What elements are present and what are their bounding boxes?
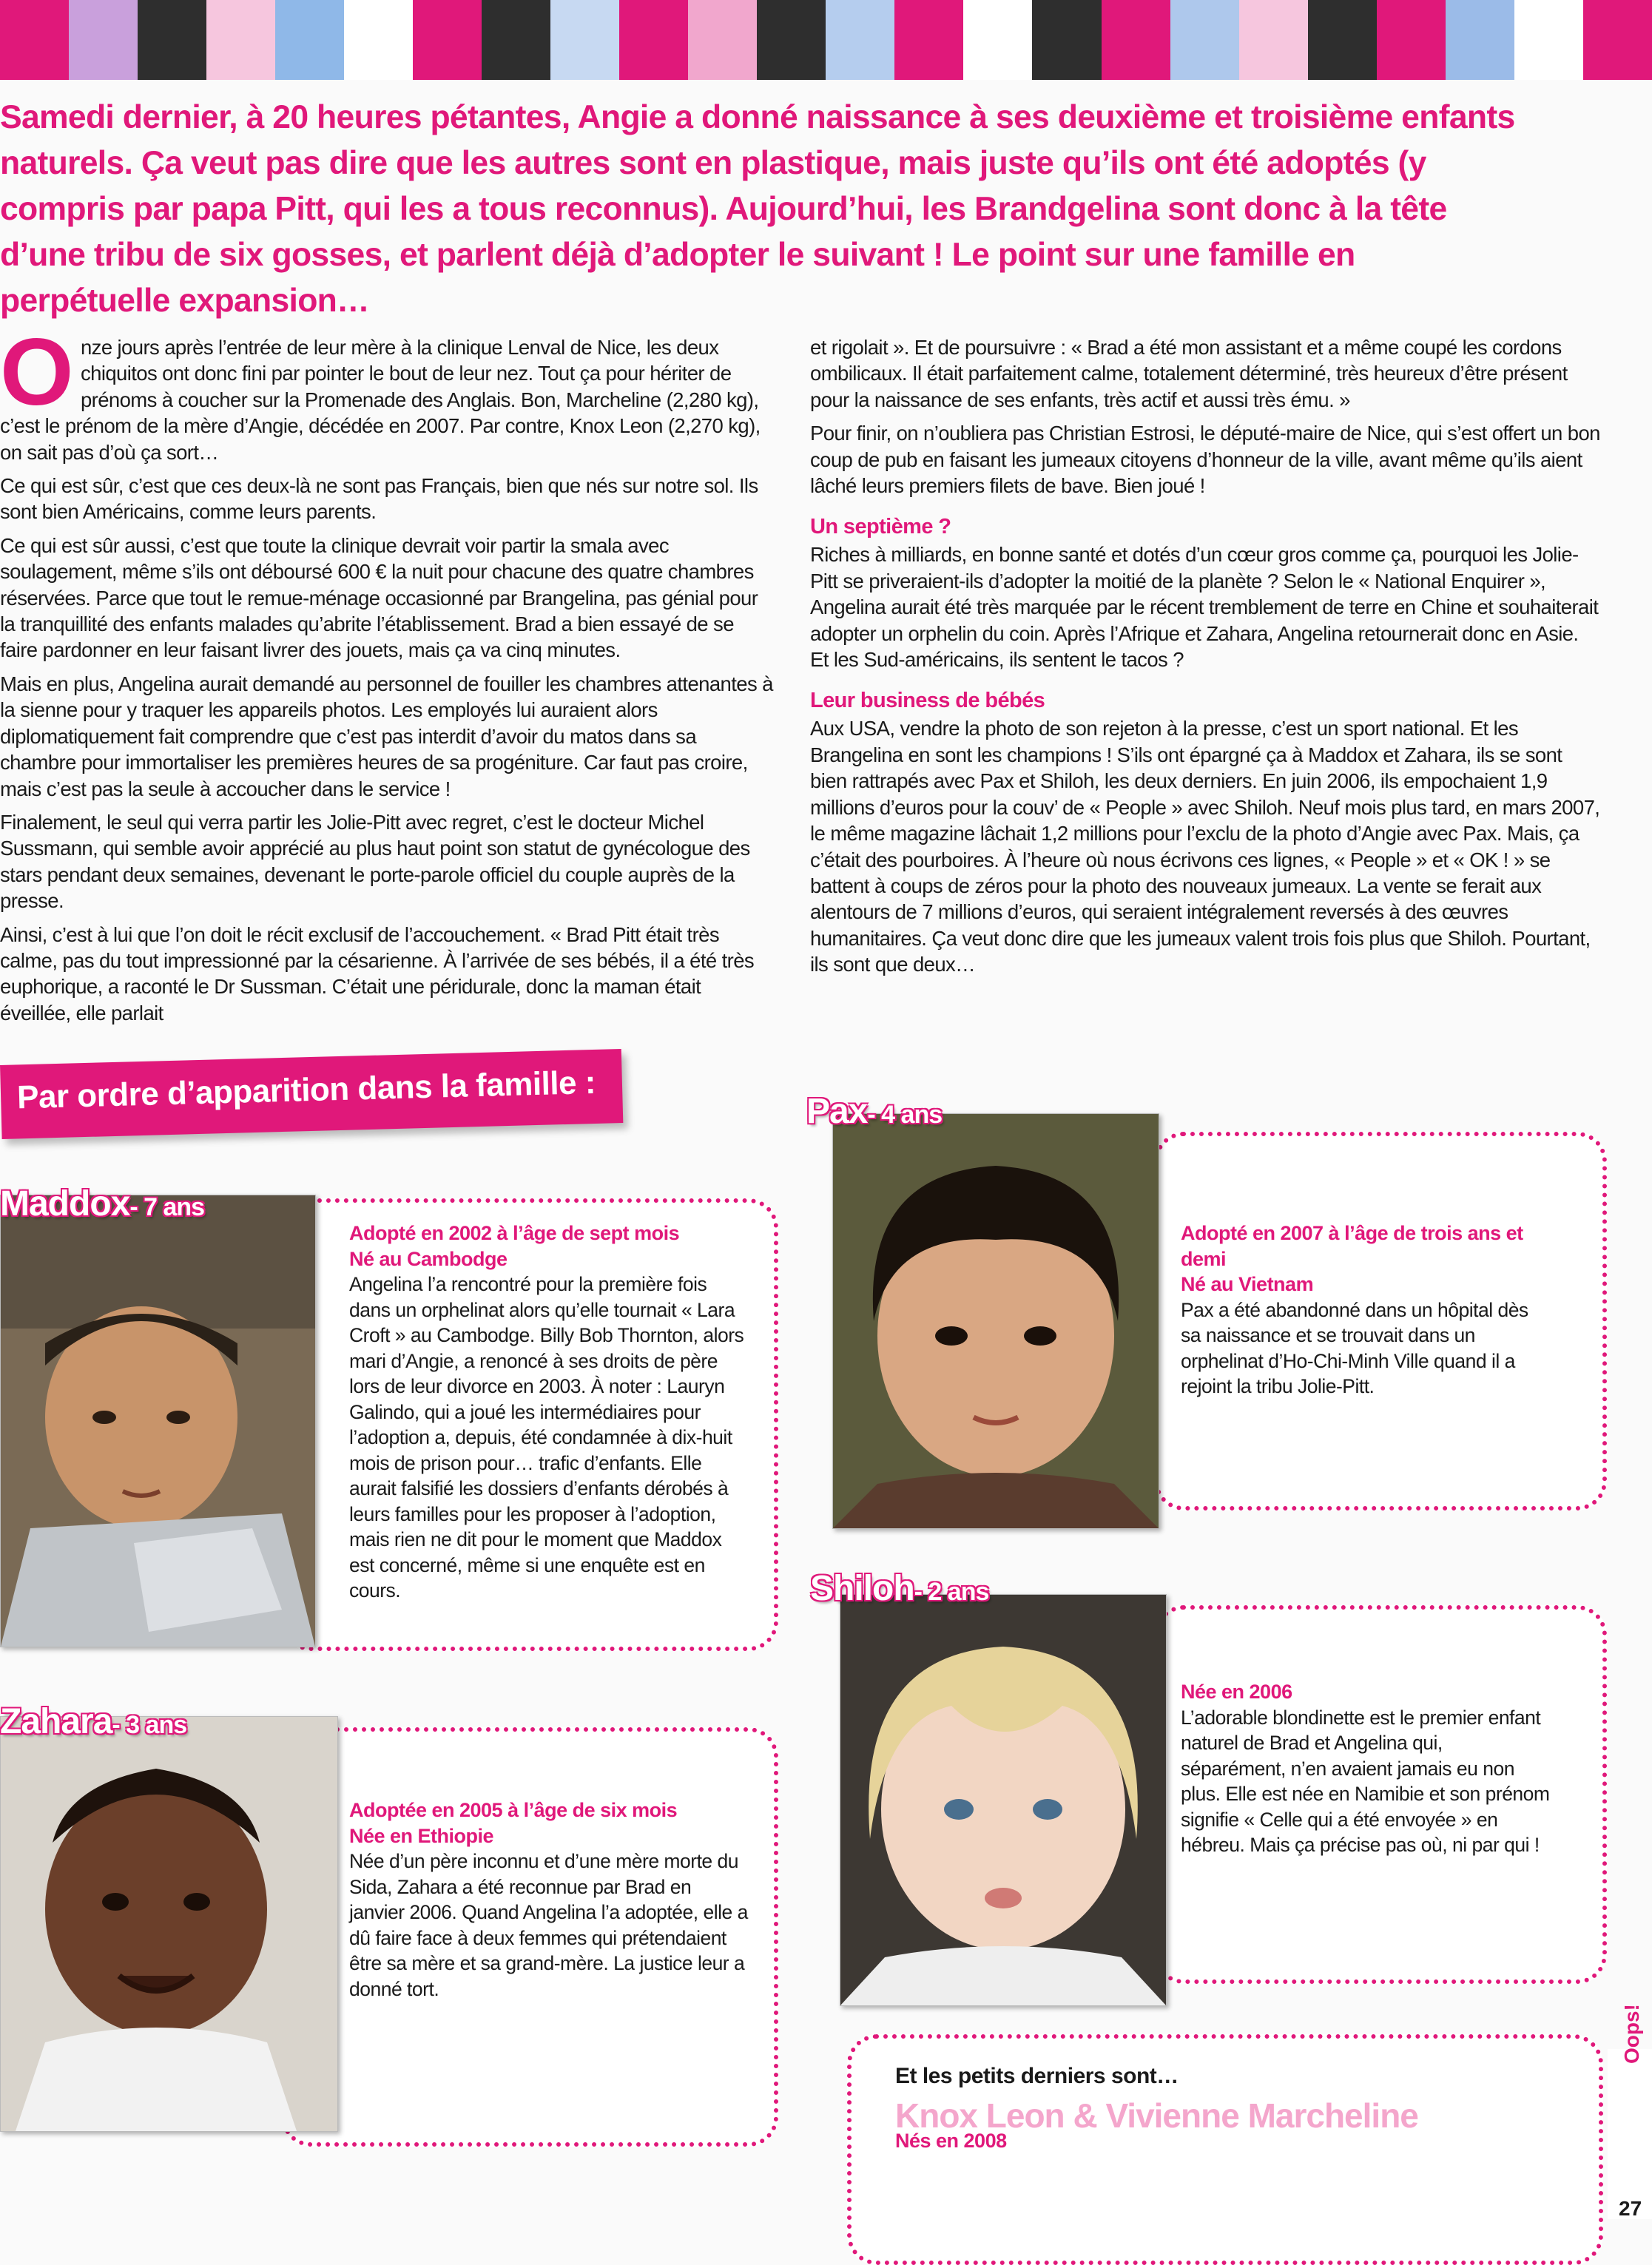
page-number: 27 bbox=[1619, 2197, 1642, 2220]
twins-text bbox=[895, 2064, 1561, 2154]
header-stripe bbox=[1377, 0, 1446, 80]
origin-heading: Né au Vietnam bbox=[1181, 1273, 1314, 1295]
section-heading: Leur business de bébés bbox=[810, 689, 1045, 713]
description: L’adorable blondinette est le premier enfant naturel de Brad et Angelina qui, séparément, n’en avaient jamais eu non plus. Elle est née en Namibie et son prénom signifie « Celle qui a été envoyée » en hébreu. Mais ça précise pas où, ni par qui ! bbox=[1181, 1706, 1550, 1856]
paragraph: Mais en plus, Angelina aurait demandé au personnel de fouiller les chambres attenantes à la sienne pour y traquer les appareils photos. Les employés lui auraient alors diplomatiquement fait comprendre que c’est pas interdit d’avoir du matos dans sa chambre pour immortaliser les premières heures de sa progéniture. Car faut pas croire, mais c’est pas la seule à accoucher dans le service ! bbox=[0, 672, 773, 800]
header-stripe bbox=[757, 0, 826, 80]
header-stripe bbox=[482, 0, 550, 80]
child-age: - 2 ans bbox=[914, 1578, 989, 1606]
shiloh-text bbox=[1181, 1679, 1551, 1858]
header-stripe bbox=[69, 0, 138, 80]
maddox-photo bbox=[0, 1195, 316, 1647]
zahara-text bbox=[349, 1798, 749, 2002]
header-stripe bbox=[1170, 0, 1239, 80]
child-age: - 3 ans bbox=[112, 1711, 187, 1739]
twins-intro: Et les petits derniers sont… bbox=[895, 2064, 1179, 2088]
child-name: Zahara bbox=[0, 1702, 112, 1741]
description: Pax a été abandonné dans un hôpital dès sa naissance et se trouvait dans un orphelinat d’Ho-Chi-Minh Ville quand il a rejoint la tribu Jolie-Pitt. bbox=[1181, 1298, 1528, 1397]
header-stripe bbox=[206, 0, 275, 80]
origin-heading: Né au Cambodge bbox=[349, 1247, 508, 1270]
drop-cap: O bbox=[0, 320, 73, 425]
adoption-heading: Adoptée en 2005 à l’âge de six mois bbox=[349, 1799, 678, 1821]
header-stripe bbox=[619, 0, 688, 80]
paragraph: Pour finir, on n’oubliera pas Christian Estrosi, le député-maire de Nice, qui s’est offert un bon coup de pub en faisant les jumeaux citoyens d’honneur de la ville, avant même qu’ils aient lâché leurs premiers filets de bave. Bien joué ! bbox=[810, 422, 1600, 498]
header-stripe bbox=[0, 0, 69, 80]
child-age: - 7 ans bbox=[129, 1193, 205, 1221]
paragraph: Riches à milliards, en bonne santé et dotés d’un cœur gros comme ça, pourquoi les Jolie-Pitt se priveraient-ils d’adopter la moitié de la planète ? Selon le « National Enquirer », Angelina aurait été très marquée par le récent tremblement de terre en Chine et souhaiterait adopter un orphelin du coin. Après l’Afrique et Zahara, Angelina retournerait donc en Asie. Et les Sud-américains, ils sentent le tacos ? bbox=[810, 543, 1599, 672]
paragraph: Aux USA, vendre la photo de son rejeton à la presse, c’est un sport national. Et les Brangelina en sont les champions ! S’ils ont épargné ça à Maddox et Zahara, ils se sont bien rattrapés avec Pax et Shiloh, les deux derniers. En juin 2006, ils empochaient 1,9 millions d’euros pour la couv’ de « People » avec Shiloh. Neuf mois plus tard, en mars 2007, le même magazine lâchait 1,2 millions pour l’exclu de la photo d’Angie avec Pax. Mais, ça c’était des pourboires. À l’heure où nous écrivons ces lignes, « People » et « OK ! » se battent à coups de zéros pour la photo des nouveaux jumeaux. La vente se ferait aux alentours de 7 millions d’euros, qui seraient intégralement reversés à des œuvres humanitaires. Ça veut donc dire que les jumeaux valent trois fois plus que Shiloh. Pourtant, ils sont que deux… bbox=[810, 717, 1600, 976]
section-heading: Un septième ? bbox=[810, 515, 951, 539]
adoption-heading: Adopté en 2002 à l’âge de sept mois bbox=[349, 1222, 680, 1244]
child-portrait-icon bbox=[1, 1195, 315, 1647]
banner-text: Par ordre d’apparition dans la famille : bbox=[16, 1064, 596, 1116]
origin-heading: Née en Ethiopie bbox=[349, 1824, 494, 1847]
shiloh-photo bbox=[840, 1594, 1167, 2006]
pax-text bbox=[1181, 1221, 1551, 1400]
zahara-name-label bbox=[0, 1701, 186, 1742]
lead-paragraph: Samedi dernier, à 20 heures pétantes, Angie a donné naissance à ses deuxième et troisième enfants naturels. Ça veut pas dire que les autres sont en plastique, mais juste qu’ils ont été adoptés (y compris par papa Pitt, qui les a tous reconnus). Aujourd’hui, les Brandgelina sont donc à la tête d’une tribu de six gosses, et parlent déjà d’adopter le suivant ! Le point sur une famille en perpétuelle expansion… bbox=[0, 99, 1515, 319]
header-stripe bbox=[275, 0, 344, 80]
pax-photo bbox=[832, 1113, 1159, 1529]
child-portrait-icon bbox=[833, 1114, 1159, 1528]
family-order-banner bbox=[0, 1049, 623, 1139]
paragraph-text: nze jours après l’entrée de leur mère à la clinique Lenval de Nice, les deux chiquitos ont donc fini par pointer le bout de leur nez. Tout ça pour hériter de prénoms à coucher sur la Promenade des Anglais. Bon, Marcheline (2,280 kg), c’est le prénom de la mère d’Angie, décédée en 2007. Par contre, Knox Leon (2,270 kg), on sait pas d’où ça sort… bbox=[0, 336, 761, 464]
description: Née d’un père inconnu et d’une mère morte du Sida, Zahara a été reconnue par Brad en janvier 2006. Quand Angelina l’a adoptée, elle a dû faire face à deux femmes qui prétendaient être sa mère et sa grand-mère. La justice leur a donné tort. bbox=[349, 1850, 748, 2000]
header-stripe bbox=[413, 0, 482, 80]
twins-names: Knox Leon & Vivienne Marcheline bbox=[895, 2096, 1418, 2135]
paragraph: Ce qui est sûr aussi, c’est que toute la clinique devrait voir partir la smala avec soulagement, même s’ils ont déboursé 600 € la nuit pour chacune des quatre chambres réservées. Parce que tout le remue-ménage occasionné par Brangelina, pas génial pour la tranquillité des enfants malades qu’abrite l’établissement. Brad a bien essayé de se faire pardonner en leur faisant livrer des jouets, mais ça va cinq minutes. bbox=[0, 533, 758, 662]
header-stripe bbox=[138, 0, 206, 80]
child-name: Shiloh bbox=[810, 1569, 914, 1608]
child-name: Pax bbox=[806, 1092, 868, 1131]
header-stripe bbox=[688, 0, 757, 80]
header-stripe bbox=[1239, 0, 1308, 80]
header-stripe bbox=[963, 0, 1032, 80]
magazine-logo: Oops! bbox=[1620, 2004, 1643, 2064]
shiloh-name-label bbox=[810, 1568, 988, 1609]
header-stripe bbox=[894, 0, 963, 80]
article-column-1 bbox=[0, 320, 775, 1033]
header-stripe bbox=[1308, 0, 1377, 80]
header-stripe bbox=[1514, 0, 1583, 80]
child-portrait-icon bbox=[840, 1595, 1166, 2005]
paragraph: Ce qui est sûr, c’est que ces deux-là ne sont pas Français, bien que nés sur notre sol. Ils sont bien Américains, comme leurs parents. bbox=[0, 474, 758, 524]
child-name: Maddox bbox=[0, 1184, 130, 1223]
header-stripe bbox=[550, 0, 619, 80]
description: Angelina l’a rencontré pour la première fois dans un orphelinat alors qu’elle tournait « Lara Croft » au Cambodge. Billy Bob Thornton, alors mari d’Angie, a renoncé à ses droits de père lors de leur divorce en 2003. À noter : Lauryn Galindo, qui a joué les intermédiaires pour l’adoption a, depuis, été condamnée à dix-huit mois de prison pour… trafic d’enfants. Elle aurait falsifié les dossiers d’enfants dérobés à leurs familles pour les proposer à l’adoption, mais rien ne dit pour le moment que Maddox est concerné, même si une enquête est en cours. bbox=[349, 1273, 744, 1601]
page-corner bbox=[1608, 2049, 1652, 2219]
maddox-text bbox=[349, 1221, 749, 1604]
twins-born: Nés en 2008 bbox=[895, 2130, 1007, 2152]
adoption-heading: Adopté en 2007 à l’âge de trois ans et demi bbox=[1181, 1222, 1523, 1270]
header-stripe bbox=[1032, 0, 1101, 80]
header-stripe bbox=[344, 0, 413, 80]
header-stripe bbox=[826, 0, 894, 80]
article-column-2 bbox=[810, 334, 1602, 985]
header-stripe bbox=[1583, 0, 1652, 80]
paragraph bbox=[0, 320, 775, 465]
paragraph: Ainsi, c’est à lui que l’on doit le récit exclusif de l’accouchement. « Brad Pitt était très calme, pas du tout impressionné par la césarienne. À l’arrivée de ses bébés, il a été très euphorique, a raconté le Dr Sussman. C’était une péridurale, donc la maman était éveillée, elle parlait bbox=[0, 922, 755, 1025]
paragraph: et rigolait ». Et de poursuivre : « Brad a été mon assistant et a même coupé les cordons ombilicaux. Il était parfaitement calme, totalement déterminé, très heureux d’être présent pour la naissance de ses enfants, très actif et aussi très ému. » bbox=[810, 336, 1568, 411]
header-stripes bbox=[0, 0, 1652, 80]
zahara-photo bbox=[0, 1716, 338, 2132]
header-stripe bbox=[1446, 0, 1514, 80]
pax-name-label bbox=[806, 1091, 942, 1132]
header-stripe bbox=[1102, 0, 1170, 80]
birth-heading: Née en 2006 bbox=[1181, 1681, 1292, 1703]
paragraph: Finalement, le seul qui verra partir les Jolie-Pitt avec regret, c’est le docteur Michel Sussmann, qui semble avoir apprécié au plus haut point son statut de gynécologue des stars pendant deux semaines, devenant le porte-parole officiel du couple auprès de la presse. bbox=[0, 810, 750, 913]
maddox-name-label bbox=[0, 1184, 204, 1224]
child-age: - 4 ans bbox=[867, 1101, 943, 1129]
child-portrait-icon bbox=[1, 1717, 337, 2131]
